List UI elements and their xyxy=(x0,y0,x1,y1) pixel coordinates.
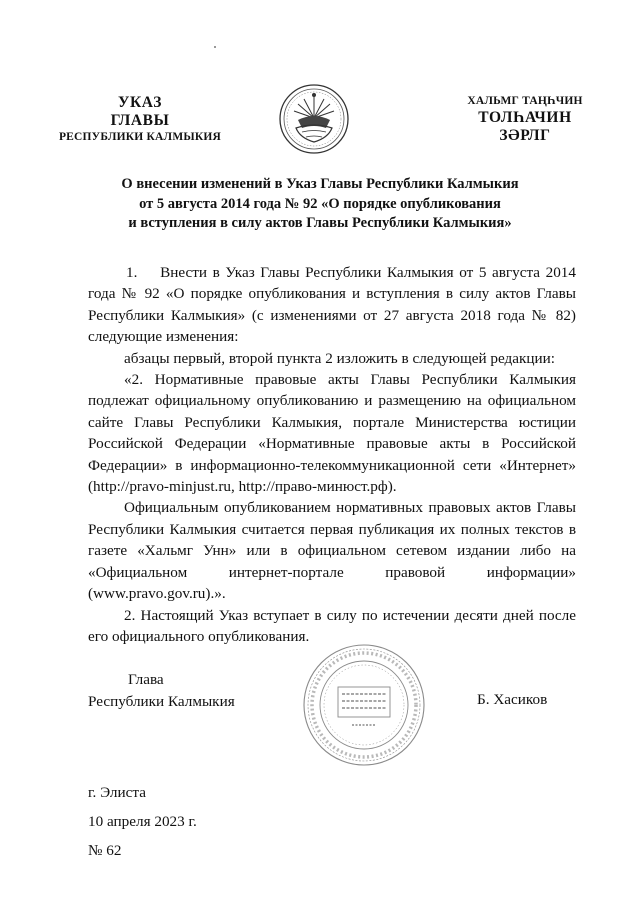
signatory-name: Б. Хасиков xyxy=(477,691,548,708)
paragraph-4: Официальным опубликованием нормативных правовых актов Главы Республики Калмыкия считается первая публикация их полных текстов в газете «Хальмг Унн» или в официальном сетевом издании либо на «Официальном интернет-портале правовой информации» (www.pravo.gov.ru).». xyxy=(88,499,576,603)
paragraph-5: 2. Настоящий Указ вступает в силу по истечении десяти дней после его официального опубликования. xyxy=(88,606,576,645)
signature-title-line1: Глава xyxy=(128,671,164,688)
document-body xyxy=(88,262,576,647)
header-right-line2: ТОЛҺАЧИН xyxy=(478,109,572,126)
footer-number: № 62 xyxy=(88,842,122,859)
header-right xyxy=(432,94,618,145)
title-line2: от 5 августа 2014 года № 92 «О порядке опубликования xyxy=(139,195,501,212)
kalmykia-emblem-icon xyxy=(276,82,352,156)
header-right-line1: ХАЛЬМГ ТАҢҺЧИН xyxy=(467,95,583,107)
document-footer xyxy=(88,778,197,865)
paragraph-2: абзацы первый, второй пункта 2 изложить в следующей редакции: xyxy=(124,349,555,367)
signature-title xyxy=(88,669,235,713)
footer-city: г. Элиста xyxy=(88,784,146,801)
paragraph-1: 1. Внести в Указ Главы Республики Калмыкия от 5 августа 2014 года № 92 «О порядке опубликования и вступления в силу актов Главы Республики Калмыкия» (с изменениями от 27 августа 2018 года № 82) следующие изменения: xyxy=(88,264,576,346)
header-left-line2: ГЛАВЫ xyxy=(110,112,170,129)
footer-date: 10 апреля 2023 г. xyxy=(88,813,197,830)
document-title xyxy=(60,175,580,234)
title-line1: О внесении изменений в Указ Главы Республики Калмыкия xyxy=(121,176,519,192)
header-left-line1: УКАЗ xyxy=(117,94,162,111)
signature-title-line2: Республики Калмыкия xyxy=(88,693,235,710)
scan-speck xyxy=(214,46,216,48)
header-left-line3: РЕСПУБЛИКИ КАЛМЫКИЯ xyxy=(58,131,222,143)
paragraph-3: «2. Нормативные правовые акты Главы Республики Калмыкия подлежат официальному опубликованию и размещению на официальном сайте Главы Республики Калмыкия, портале Министерства юстиции Российской Федерации «Нормативные правовые акты в Российской Федерации» в информационно-телекоммуникационной сети «Интернет» (http://pravo-minjust.ru, http://право-минюст.рф). xyxy=(88,371,576,496)
official-seal-icon xyxy=(300,641,428,769)
title-line3: и вступления в силу актов Главы Республики Калмыкия» xyxy=(128,215,512,231)
header-left xyxy=(40,94,240,145)
header-right-line3: ЗӘРЛГ xyxy=(499,127,551,144)
